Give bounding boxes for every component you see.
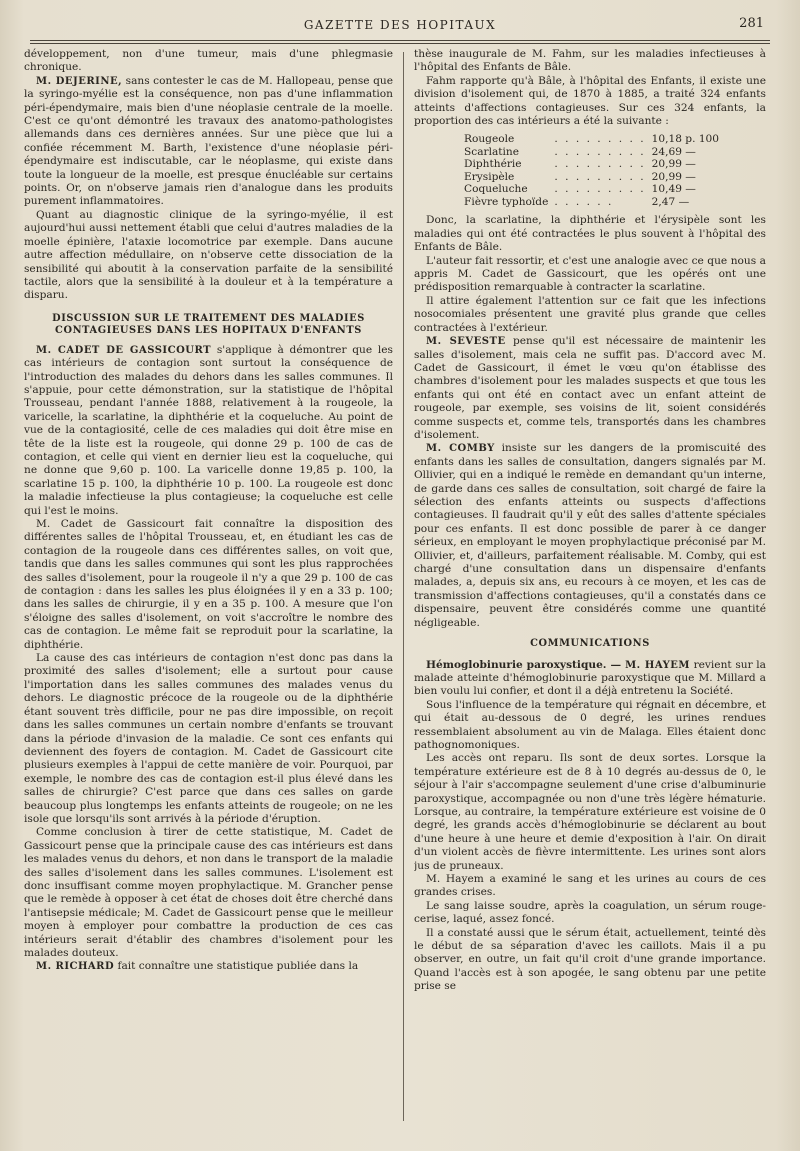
paragraph [24,344,393,518]
page-header [30,14,770,38]
paragraph-text: pense qu'il est nécessaire de maintenir les salles d'isolement, mais cela ne suffit pas. D'accord avec M. Cadet de Gassicourt, il émet le vœu qu'on établisse des chambres d'isolement pour les malades suspects et que tous les enfants qui ont été en contact avec un enfant atteint de rougeole, par exemple, ses voisins de lit, soient considérés comme suspects et, comme tels, transportés dans les chambres d'isolement. [414,335,766,441]
paragraph [414,659,766,699]
run-in-heading: Hémoglobinurie paroxystique. — [426,658,626,671]
running-title: GAZETTE DES HOPITAUX [303,18,497,32]
paragraph: développement, non d'une tumeur, mais d'une phlegmasie chronique. [24,48,393,74]
statistics-table [464,133,736,208]
disease-name: Coqueluche [464,183,528,196]
header-rule-thin [30,43,770,44]
paragraph: Le sang laisse soudre, après la coagulation, un sérum rouge-cerise, laqué, assez foncé. [414,899,766,926]
paragraph-text: fait connaître une statistique publiée dans la [114,960,359,973]
paragraph: Donc, la scarlatine, la diphthérie et l'érysipèle sont les maladies qui ont été contractées le plus souvent à l'hôpital des Enfants de Bâle. [414,214,766,254]
speaker-name: M. CADET DE GASSICOURT [36,344,212,356]
paragraph [414,442,766,630]
paragraph: Fahm rapporte qu'à Bâle, à l'hôpital des Enfants, il existe une division d'isolement qui, de 1870 à 1885, a traité 324 enfants atteints d'affections contagieuses. Sur ces 324 enfants, la proportion des cas intérieurs a été la suivante : [414,74,766,128]
paragraph: Quant au diagnostic clinique de la syringo-myélie, il est aujourd'hui aussi nettement établi que celui d'autres maladies de la moelle épinière, l'ataxie locomotrice par exemple. Dans aucune autre affection médullaire, on n'observe cette dissociation de la sensibilité qui aboutit à la conservation parfaite de la sensibilité tactile, alors que la sensibilité à la douleur et à la température a disparu. [24,208,393,302]
percentage-value: 2,47 — [651,195,690,208]
section-heading: DISCUSSION SUR LE TRAITEMENT DES MALADIES CONTAGIEUSES DANS LES HOPITAUX D'ENFANTS [52,312,365,337]
leader-dots: . . . . . . . . . [554,183,646,196]
speaker-name: M. COMBY [426,443,495,455]
paragraph: thèse inaugurale de M. Fahm, sur les maladies infectieuses à l'hôpital des Enfants de Bâle. [414,48,766,74]
speaker-name: M. HAYEM [625,659,690,671]
paragraph [414,335,766,442]
percentage-value: 20,99 — [651,170,696,183]
table-row [464,196,736,209]
paragraph [24,75,393,209]
table-row [464,171,736,184]
percentage-value: 10,49 — [651,183,696,196]
paragraph: Il attire également l'attention sur ce fait que les infections nosocomiales présentent une gravité plus grande que celles contractées à l'extérieur. [414,294,766,334]
speaker-name: M. DEJERINE, [36,75,123,87]
leader-dots: . . . . . . . . . [554,158,646,171]
paragraph [24,960,393,973]
column-divider [403,52,404,1121]
disease-name: Scarlatine [464,145,520,158]
right-column [414,48,766,1131]
speaker-name: M. SEVESTE [426,336,506,348]
paragraph: Il a constaté aussi que le sérum était, actuellement, teinté dès le début de sa séparation d'avec les caillots. Mais il a pu observer, en outre, un fait qu'il croit d'une grande importance. Quand l'accès est à son apogée, le sang obtenu par une petite prise se [414,926,766,993]
section-heading: COMMUNICATIONS [530,638,650,650]
disease-name: Rougeole [464,133,515,146]
left-column [24,48,393,1131]
leader-dots: . . . . . . . . . [554,145,646,158]
paragraph: L'auteur fait ressortir, et c'est une analogie avec ce que nous a appris M. Cadet de Gassicourt, que les opérés ont une prédisposition remarquable à contracter la scarlatine. [414,254,766,294]
disease-name: Erysipèle [464,170,515,183]
percentage-value: 10,18 p. 100 [651,133,720,146]
disease-name: Fièvre typhoïde [464,195,549,208]
leader-dots: . . . . . . . . . [554,133,646,146]
paragraph: Sous l'influence de la température qui régnait en décembre, et qui était au-dessous de 0 degré, les urines rendues ressemblaient absolument au vin de Malaga. Elles étaient donc pathognomoniques. [414,698,766,751]
leader-dots: . . . . . . . . . [554,170,646,183]
paragraph: M. Hayem a examiné le sang et les urines au cours de ces grandes crises. [414,873,766,899]
paragraph-text: s'applique à démontrer que les cas intérieurs de contagion sont surtout la conséquence de l'introduction des malades du dehors dans les salles communes. Il s'appuie, pour cette démonstration, sur la statistique de l'hôpital Trousseau, pendant l'année 1888, relativement à la rougeole, la varicelle, la scarlatine, la diphthérie et la coqueluche. Au point de vue de la contagiosité, celle de ces maladies qui doit être mise en tête de la liste est la rougeole, qui donne 29 p. 100 de cas de contagion, et celle qui vient en dernier lieu est la coqueluche, qui ne donne que 9,60 p. 100. La varicelle donne 19,85 p. 100, la scarlatine 15 p. 100, la diphthérie 10 p. 100. La rougeole est donc la maladie infectieuse la plus contagieuse; la coqueluche est celle qui l'est le moins. [24,343,393,517]
disease-name: Diphthérie [464,158,522,171]
table-row [464,146,736,159]
paragraph: Comme conclusion à tirer de cette statistique, M. Cadet de Gassicourt pense que la principale cause des cas intérieurs est dans les malades venus du dehors, et non dans le transport de la maladie des salles d'isolement dans les salles communes. L'isolement est donc insuffisant comme moyen prophylactique. M. Grancher pense que le remède à opposer à cet état de choses doit être cherché dans l'antisepsie médicale; M. Cadet de Gassicourt pense que le meilleur moyen à employer pour combattre la production de ces cas intérieurs serait d'établir des chambres d'isolement pour les malades douteux. [24,826,393,959]
percentage-value: 24,69 — [651,145,696,158]
table-row [464,183,736,196]
paragraph: M. Cadet de Gassicourt fait connaître la disposition des différentes salles de l'hôpital Trousseau, et, en étudiant les cas de contagion de la rougeole dans ces différentes salles, on voit que, tandis que dans les salles communes qui sont les plus rapprochées des salles d'isolement, pour la rougeole il n'y a que 29 p. 100 de cas de contagion : dans les salles les plus éloignées il y en a 33 p. 100; dans les salles de chirurgie, il y en a 35 p. 100. A mesure que l'on s'éloigne des salles d'isolement, on voit s'accroître le nombre des cas de contagion. Le même fait se reproduit pour la scarlatine, la diphthérie. [24,518,393,651]
paragraph-text: insiste sur les dangers de la promiscuité des enfants dans les salles de consultation, dangers signalés par M. Ollivier, qui en a indiqué le remède en demandant qu'un interne, de garde dans ces salles de consultation, soit chargé de faire la sélection des enfants atteints ou suspects d'affections contagieuses. Il faudrait qu'il y eût des salles d'attente spéciales pour ces enfants. Il est donc possible de parer à ce danger sérieux, en employant le moyen prophylactique préconisé par M. Ollivier, et, d'ailleurs, parfaitement réalisable. M. Comby, qui est chargé d'une consultation dans un dispensaire d'enfants malades, a, depuis six ans, eu recours à ce moyen, et les cas de transmission d'affections contagieuses, qu'il a constatés dans ce dispensaire, peuvent être considérés comme une quantité négligeable. [414,442,766,629]
table-row [464,133,736,146]
page-number: 281 [739,16,764,31]
paragraph-text: sans contester le cas de M. Hallopeau, pense que la syringo-myélie est la conséquence, non pas d'une inflammation péri-épendymaire, mais bien d'une néoplasie centrale de la moelle. C'est ce qu'ont démontré les travaux des anatomo-pathologistes allemands dans ces dernières années. Sur une pièce que lui a confiée récemment M. Barth, l'existence d'une néoplasie péri-épendymaire est indiscutable, car le néoplasme, qui existe dans toute la longueur de la moelle, est presque énucléable sur certains points. Or, on n'observe jamais rien d'analogue dans les produits purement inflammatoires. [24,74,393,208]
header-rule [30,40,770,41]
paragraph: Les accès ont reparu. Ils sont de deux sortes. Lorsque la température extérieure est de 8 à 10 degrés au-dessus de 0, le séjour à l'air s'accompagne seulement d'une crise d'albuminurie paroxystique, accompagnée ou non d'une très légère hématurie. Lorsque, au contraire, la température extérieure est voisine de 0 degré, les grands accès d'hémoglobinurie se déclarent au bout d'une heure à une heure et demie d'exposition à l'air. On dirait d'un violent accès de fièvre intermittente. Les urines sont alors jus de pruneaux. [414,752,766,872]
leader-dots: . . . . . . [554,195,614,208]
percentage-value: 20,99 — [651,158,696,171]
paragraph: La cause des cas intérieurs de contagion n'est donc pas dans la proximité des salles d'isolement; elle a surtout pour cause l'importation dans les salles communes des malades venus du dehors. Le diagnostic précoce de la rougeole ou de la diphthérie étant souvent très difficile, pour ne pas dire impossible, on reçoit dans les salles communes un certain nombre d'enfants se trouvant dans la période d'invasion de la maladie. Ce sont ces enfants qui deviennent des foyers de contagion. M. Cadet de Gassicourt cite plusieurs exemples à l'appui de cette manière de voir. Pourquoi, par exemple, le nombre des cas de contagion est-il plus élevé dans les salles de chirurgie? C'est parce que dans ces salles on garde beaucoup plus longtemps les enfants atteints de rougeole; on ne les isole que lorsqu'ils sont arrivés à la période d'éruption. [24,652,393,825]
speaker-name: M. RICHARD [36,961,115,973]
paragraph-text: revient sur la malade atteinte d'hémoglobinurie paroxystique que M. Millard a bien voulu lui confier, et dont il a déjà entretenu la Société. [414,658,766,698]
table-row [464,158,736,171]
